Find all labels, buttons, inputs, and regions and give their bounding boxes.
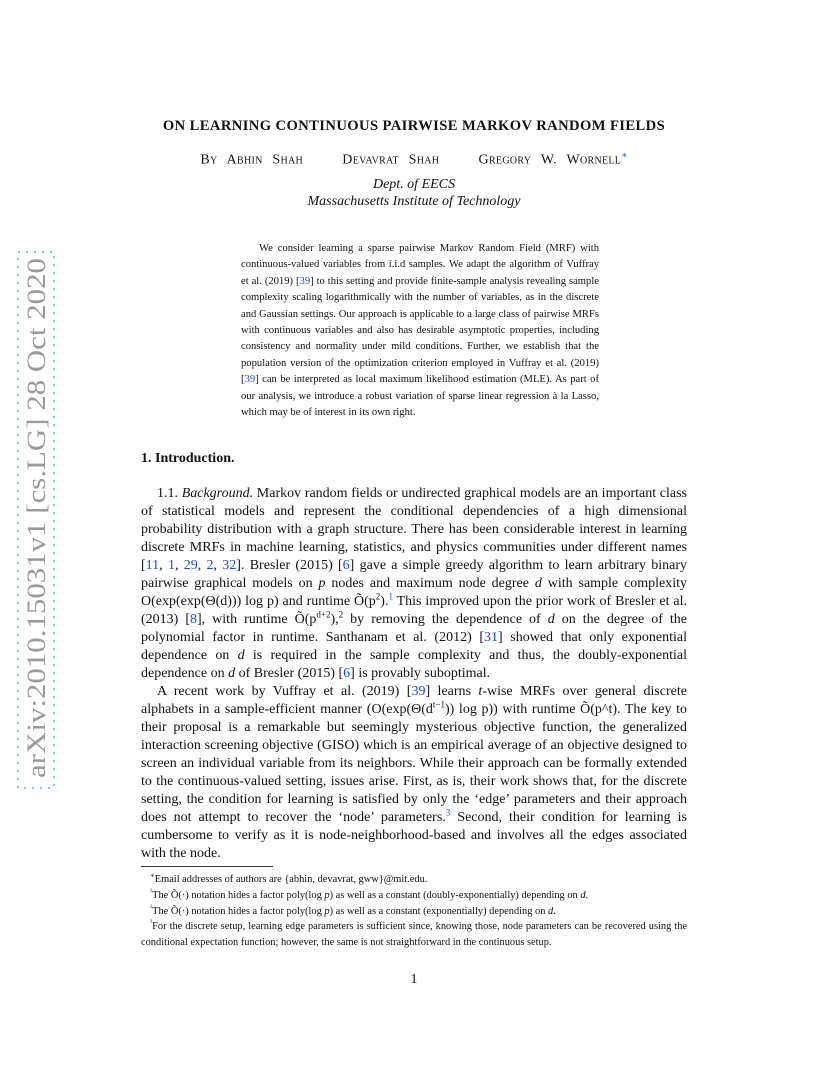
affiliation-institution: Massachusetts Institute of Technology: [307, 194, 521, 209]
citation-link[interactable]: 1: [167, 558, 175, 573]
author-2: Devavrat Shah: [342, 152, 440, 168]
page-number: 1: [410, 972, 418, 987]
paragraph-vuffray: [141, 683, 687, 863]
citation-link[interactable]: 6: [343, 666, 351, 681]
abstract-text: We consider learning a sparse pairwise Markov Random Field (MRF) with continuous-valued variables from i.i.d samples. We adapt the algorithm of Vuffray et al. (2019) [39] to this setting and provide finite-sample analysis revealing sample complexity scaling logarithmically with the number of variables, as in the discrete and Gaussian settings. Our approach is applicable to a large class of pairwise MRFs with continuous variables and also has desirable asymptotic properties, including consistency and normality under mild conditions. Further, we establish that the population version of the optimization criterion employed in Vuffray et al. (2019) [39] can be interpreted as local maximum likelihood estimation (MLE). As part of our analysis, we introduce a robust variation of sparse linear regression à la Lasso, which may be of interest in its own right.: [241, 243, 599, 419]
citation-link[interactable]: 39: [411, 684, 426, 699]
subsection-number: 1.1.: [157, 486, 178, 501]
abstract: [241, 241, 599, 421]
citation-link[interactable]: 39: [244, 374, 256, 386]
subsection-heading: Background.: [181, 486, 254, 501]
paragraph-1-text: Markov random fields or undirected graphical models are an important class of statistical models and represent the conditional dependencies of a high dimensional probability distribution with a graph structure. There has been considerable interest in learning discrete MRFs in machine learning, statistics, and physics communities under different names [11, 1, 29, 2, 32]. Bresler (2015) [6] gave a simple greedy algorithm to learn arbitrary binary pairwise graphical models on p nodes and maximum node degree d with sample complexity O(exp(exp(Θ(d))) log p) and runtime $Õ(p^2).^1$ This improved upon the prior work of Bresler et al. (2013) [8], with runtime $Õ(p^{d+2}),^2$ by removing the dependence of d on the degree of the polynomial factor in runtime. Santhanam et al. (2012) [31] showed that only exponential dependence on d is required in the sample complexity and thus, the doubly-exponential dependence on d of Bresler (2015) [6] is provably suboptimal.: [141, 486, 688, 681]
author-line: [0, 150, 828, 169]
footnote-ref-1[interactable]: 1: [388, 591, 393, 602]
footnote-email: ∗Email addresses of authors are {abhin, devavrat, gww}@mit.edu.: [150, 871, 428, 885]
body-text: [141, 485, 687, 863]
section-heading: 1. Introduction.: [141, 451, 235, 466]
author-1: By Abhin Shah: [200, 152, 304, 168]
paragraph-2-text: A recent work by Vuffray et al. (2019) [39] learns t-wise MRFs over general discrete alphabets in a sample-efficient manner ($O(\exp(\Theta(d^{t-1}))$ log p)) with runtime Õ(p^t). The key to their proposal is a remarkable but seemingly mysterious objective function, the generalized interaction screening objective (GISO) which is an empirical average of an objective designed to screen an individual variable from its neighbors. While their approach can be formally extended to the continuous-valued setting, issues arise. First, as is, their work shows that, for the discrete setting, the condition for learning is satisfied by only the ‘edge’ parameters and their approach does not attempt to recover the ‘node’ parameters.$^3$ Second, their condition for learning is cumbersome to verify as it is node-neighborhood-based and involves all the edges associated with the node.: [141, 684, 687, 861]
footnote-rule: [141, 866, 273, 867]
citation-link[interactable]: 32: [222, 558, 237, 573]
citation-link[interactable]: 31: [484, 630, 498, 645]
citation-link[interactable]: 2: [206, 558, 214, 573]
footnotes: [141, 872, 687, 951]
footnote-ref-3[interactable]: 3: [445, 807, 451, 818]
citation-link[interactable]: 8: [190, 612, 197, 627]
paper-title: ON LEARNING CONTINUOUS PAIRWISE MARKOV RANDOM FIELDS: [162, 118, 666, 134]
paragraph-background: [141, 485, 687, 683]
affiliation-dept: Dept. of EECS: [372, 177, 456, 192]
footnote-2: $^{^2}$The Õ(·) notation hides a factor poly(log p) as well as a constant (exponentially) depending on d.: [150, 903, 556, 917]
arxiv-stamp-text: arXiv:2010.15031v1 [cs.LG] 28 Oct 2020: [22, 340, 51, 778]
citation-link[interactable]: 29: [183, 558, 198, 573]
citation-link[interactable]: 11: [145, 558, 160, 573]
citation-link[interactable]: 39: [299, 275, 311, 287]
author-footnote-mark[interactable]: ∗: [621, 150, 628, 160]
arxiv-stamp: [14, 250, 58, 790]
affiliation: [0, 176, 828, 210]
citation-link[interactable]: 6: [342, 558, 350, 573]
author-3: Gregory W. Wornell: [478, 152, 622, 168]
footnote-3: $^{^3}$For the discrete setup, learning edge parameters is sufficient since, knowing those, node parameters can be recovered using the conditional expectation function; however, the same is not straightforward in the continuous setup.: [141, 918, 687, 949]
footnote-1: $^{^1}$The Õ(·) notation hides a factor poly(log p) as well as a constant (doubly-exponentially) depending on d.: [150, 887, 589, 901]
